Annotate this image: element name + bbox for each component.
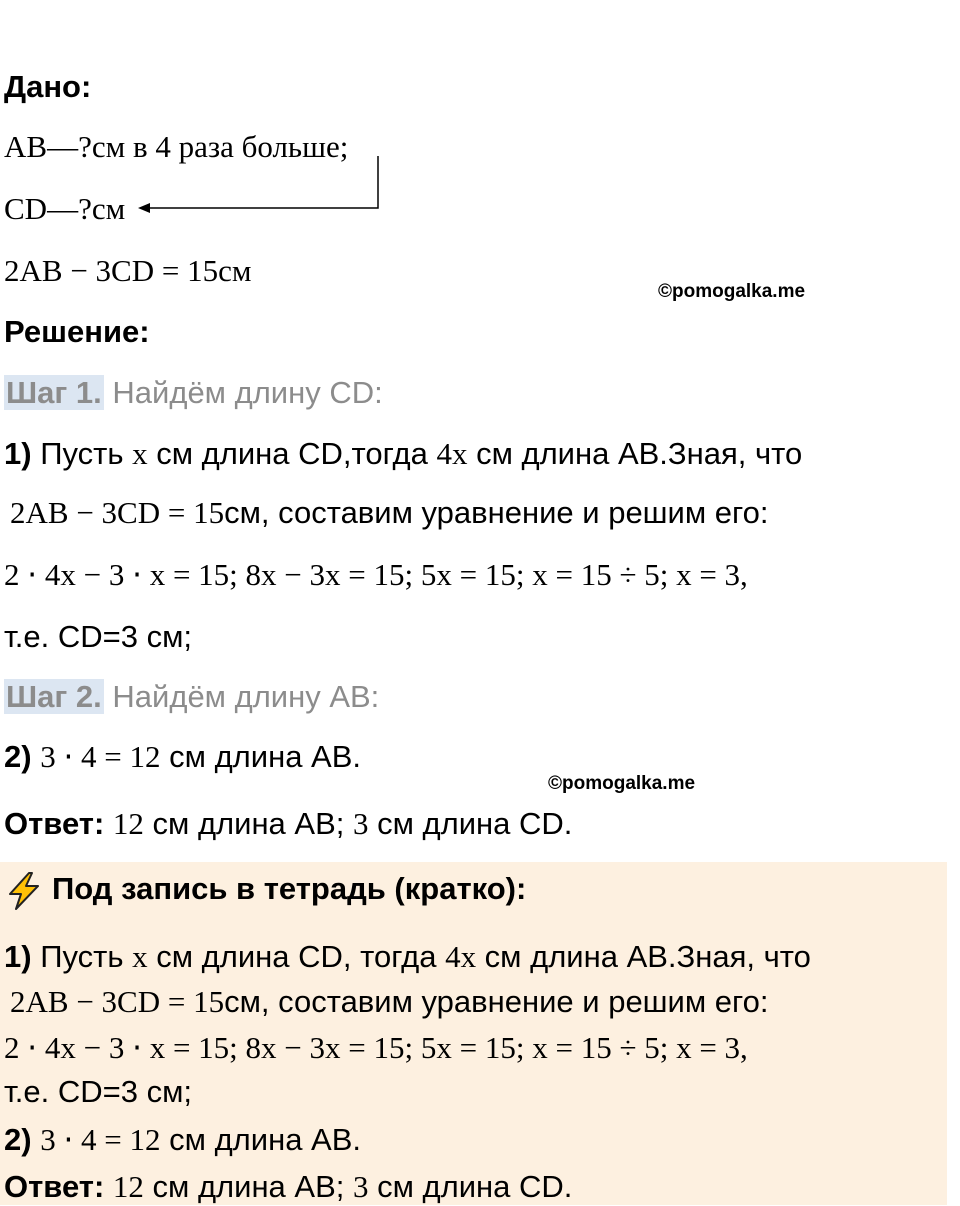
watermark-middle: ©pomogalka.me [548,773,696,794]
step1-line [4,374,383,412]
p2-text: см, составим уравнение и решим его: [224,495,769,530]
p1-num: 1) [4,436,32,471]
p1-x: x [132,436,148,471]
p1-x4: 4x [436,436,468,471]
step2-text: Найдём длину AB: [112,679,380,714]
watermark-top: ©pomogalka.me [658,281,806,302]
given-title: Дано: [4,69,92,104]
solution-p5 [4,738,361,776]
box-p5-num: 2) [4,1122,32,1157]
box-p5-text: см длина AB. [160,1122,362,1157]
box-answer-line [4,1168,572,1206]
answer-t2: см длина CD. [368,806,573,841]
box-answer-n1: 12 [112,1169,144,1204]
solution-p4: т.е. CD=3 см; [4,619,192,654]
lightning-icon [4,871,44,911]
box-title: Под запись в тетрадь (кратко): [52,871,527,906]
given-equation: 2AB − 3CD = 15см [4,253,252,288]
box-p1-num: 1) [4,939,32,974]
given-cd-text: CD—?см [4,191,126,226]
box-p1 [4,938,811,976]
box-p2-equation: 2AB − 3CD = 15 [10,984,225,1019]
solution-p3: 2 ⋅ 4x − 3 ⋅ x = 15; 8x − 3x = 15; 5x = 15; x = 15 ÷ 5; x = 3, [4,557,748,592]
given-ab-text: AB—?см в 4 раза больше; [4,129,349,164]
p5-num: 2) [4,739,32,774]
box-p2 [10,983,769,1021]
box-p5 [4,1121,361,1159]
p5-text: см длина AB. [160,739,362,774]
box-answer-t1: см длина AB; [143,1169,353,1204]
box-p1-text-a: Пусть [40,939,133,974]
answer-n2: 3 [353,806,369,841]
box-answer-label: Ответ: [4,1169,105,1204]
step2-label: Шаг 2. [6,679,102,714]
relation-arrow [130,150,390,220]
box-title-line [4,870,526,911]
box-p5-expr: 3 ⋅ 4 = 12 [40,1122,161,1157]
box-p1-x: x [132,939,148,974]
box-p1-x4: 4x [445,939,477,974]
solution-title: Решение: [4,314,150,349]
solution-p1 [4,435,802,473]
answer-t1: см длина AB; [143,806,353,841]
step1-text: Найдём длину CD: [112,375,383,410]
p1-text-c: см длина AB.Зная, что [467,436,803,471]
step1-label: Шаг 1. [6,375,102,410]
box-p2-text: см, составим уравнение и решим его: [224,984,769,1019]
p1-text-b: см длина CD,тогда [147,436,437,471]
p5-expr: 3 ⋅ 4 = 12 [40,739,161,774]
p2-equation: 2AB − 3CD = 15 [10,495,225,530]
given-cd-line [4,190,125,228]
box-p1-text-c: см длина AB.Зная, что [476,939,811,974]
answer-line [4,805,572,843]
box-answer-n2: 3 [353,1169,369,1204]
box-p1-text-b: см длина CD, тогда [147,939,446,974]
box-p3: 2 ⋅ 4x − 3 ⋅ x = 15; 8x − 3x = 15; 5x = 15; x = 15 ÷ 5; x = 3, [4,1030,748,1065]
p1-text-a: Пусть [40,436,133,471]
solution-p2 [10,494,769,532]
box-p4: т.е. CD=3 см; [4,1074,192,1109]
box-answer-t2: см длина CD. [368,1169,573,1204]
step2-line [4,678,379,716]
answer-n1: 12 [112,806,144,841]
answer-label: Ответ: [4,806,105,841]
